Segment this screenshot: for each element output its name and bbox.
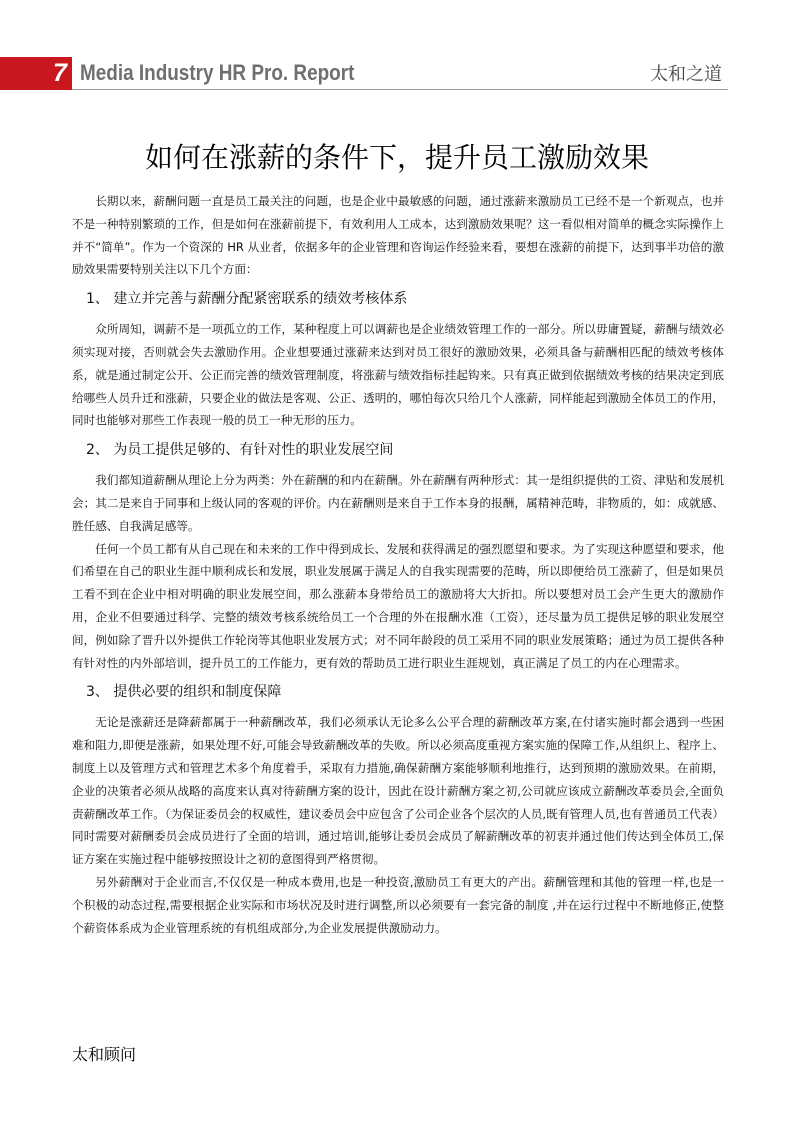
- header-rule: [72, 89, 728, 90]
- document-body: [72, 190, 724, 939]
- document-title: 如何在涨薪的条件下，提升员工激励效果: [144, 141, 649, 174]
- section-2-paragraph-2: 任何一个员工都有从自己现在和未来的工作中得到成长、发展和获得满足的强烈愿望和要求。为了实现这种愿望和要求，他们希望在自己的职业生涯中顺利成长和发展，职业发展属于满足人的自我实现需要的范畴，所以即便给员工涨薪了，但是如果员工看不到在企业中相对明确的职业发展空间，那么涨薪本身带给员工的激励将大大折扣。所以要想对员工会产生更大的激励作用，企业不但要通过科学、完整的绩效考核系统给员工一个合理的外在报酬水准（工资），还尽量为员工提供足够的职业发展空间，例如除了晋升以外提供工作轮岗等其他职业发展方式；对不同年龄段的员工采用不同的职业发展策略；通过为员工提供各种有针对性的内外部培训，提升员工的工作能力，更有效的帮助员工进行职业生涯规划，真正满足了员工的内在心理需求。: [72, 541, 724, 670]
- report-title: Media Industry HR Pro. Report: [80, 60, 355, 85]
- section-3-heading: 3、 提供必要的组织和制度保障: [86, 684, 282, 701]
- header-brand: 太和之道: [650, 64, 722, 85]
- section-1-heading: 1、 建立并完善与薪酬分配紧密联系的绩效考核体系: [86, 291, 408, 308]
- section-2-heading: 2、 为员工提供足够的、有针对性的职业发展空间: [86, 442, 394, 459]
- footer-brand: 太和顾问: [72, 1045, 137, 1064]
- section-1-paragraph: 众所周知，调薪不是一项孤立的工作，某种程度上可以调薪也是企业绩效管理工作的一部分。所以毋庸置疑，薪酬与绩效必须实现对接，否则就会失去激励作用。企业想要通过涨薪来达到对员工很好的激励效果，必须具备与薪酬相匹配的绩效考核体系，就是通过制定公开、公正而完善的绩效管理制度，将涨薪与绩效指标挂起钩来。只有真正做到依据绩效考核的结果决定到底给哪些人员升迁和涨薪，只要企业的做法是客观、公正、透明的，哪怕每次只给几个人涨薪，同样能起到激励全体员工的作用，同时也能够对那些工作表现一般的员工一种无形的压力。: [72, 322, 724, 428]
- page-number: 7: [53, 59, 67, 87]
- section-3-paragraph-1: 无论是涨薪还是降薪都属于一种薪酬改革，我们必须承认无论多么公平合理的薪酬改革方案,在付诸实施时都会遇到一些困难和阻力,即便是涨薪，如果处理不好,可能会导致薪酬改革的失败。所以必须高度重视方案实施的保障工作,从组织上、程序上、制度上以及管理方式和管理艺术多个角度着手，采取有力措施,确保薪酬方案能够顺利地推行，达到预期的激励效果。在前期，企业的决策者必须从战略的高度来认真对待薪酬方案的设计，因此在设计薪酬方案之初,公司就应该成立薪酬改革委员会,全面负责薪酬改革工作。（为保证委员会的权威性，建议委员会中应包含了公司企业各个层次的人员,既有管理人员,也有普通员工代表）同时需要对薪酬委员会成员进行了全面的培训，通过培训,能够让委员会成员了解薪酬改革的初衷并通过他们传达到全体员工,保证方案在实施过程中能够按照设计之初的意图得到严格贯彻。: [72, 715, 724, 867]
- section-2-paragraph-1: 我们都知道薪酬从理论上分为两类：外在薪酬的和内在薪酬。外在薪酬有两种形式：其一是组织提供的工资、津贴和发展机会；其二是来自于同事和上级认同的客观的评价。内在薪酬则是来自于工作本身的报酬，属精神范畴，非物质的，如：成就感、胜任感、自我满足感等。: [72, 473, 724, 533]
- intro-paragraph: 长期以来，薪酬问题一直是员工最关注的问题，也是企业中最敏感的问题，通过涨薪来激励员工已经不是一个新观点，也并不是一种特别繁琐的工作，但是如何在涨薪前提下，有效利用人工成本，达到激励效果呢？这一看似相对简单的概念实际操作上并不“简单”。作为一个资深的 HR 从业者，依据多年的企业管理和咨询运作经验来看，要想在涨薪的前提下，达到事半功倍的激励效果需要特别关注以下几个方面：: [72, 194, 724, 277]
- section-3-paragraph-2: 另外薪酬对于企业而言,不仅仅是一种成本费用,也是一种投资,激励员工有更大的产出。薪酬管理和其他的管理一样,也是一个积极的动态过程,需要根据企业实际和市场状况及时进行调整,所以必须要有一套完备的制度 ,并在运行过程中不断地修正,使整个薪资体系成为企业管理系统的有机组成部分,为企业发展提供激励动力。: [72, 874, 724, 935]
